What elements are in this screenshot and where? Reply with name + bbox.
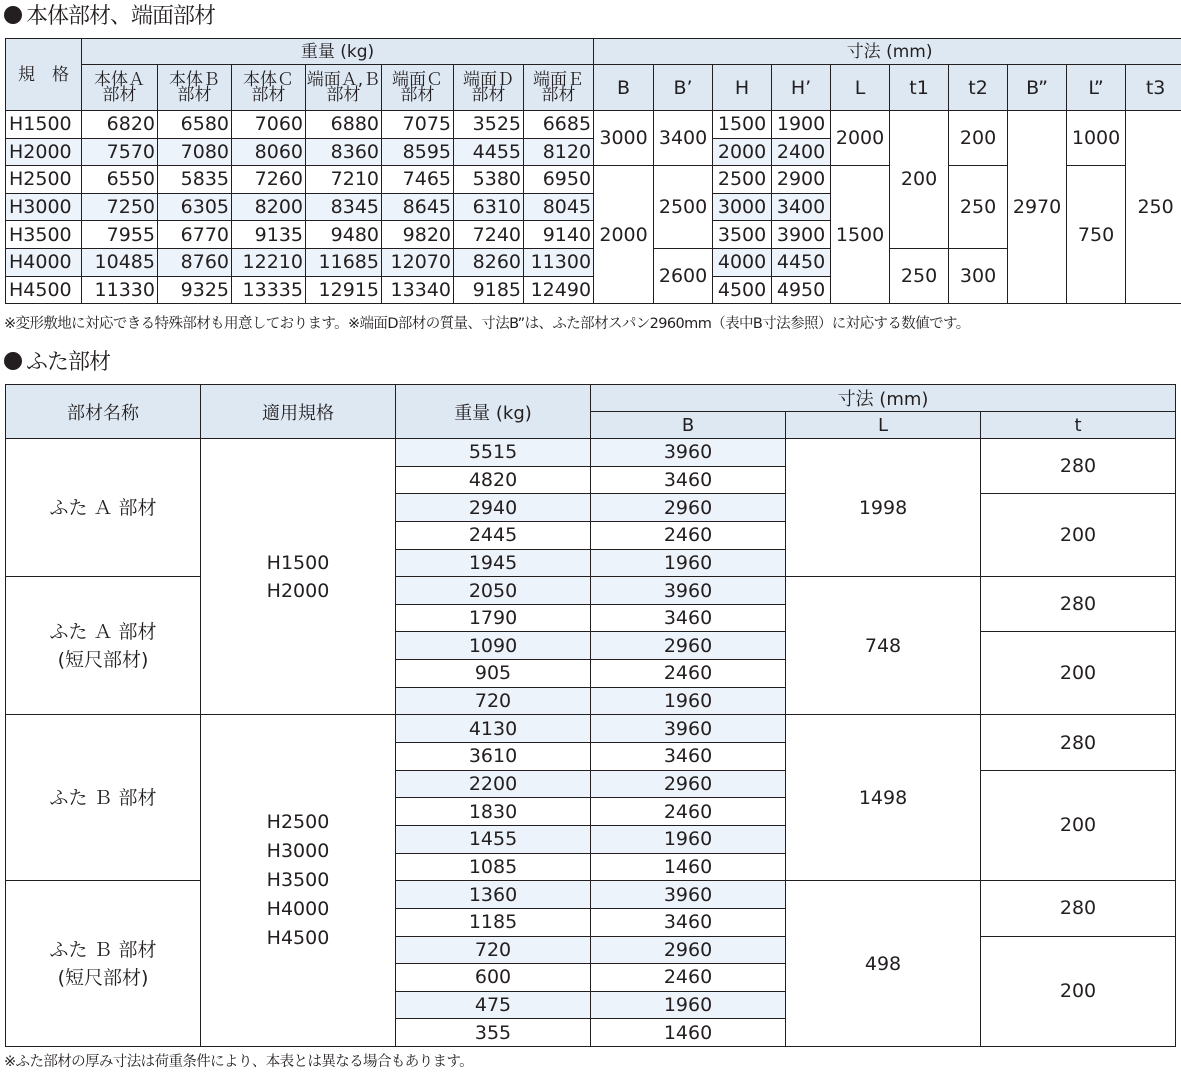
weight-cell: 12070 bbox=[382, 248, 454, 276]
dim-t-cell: 280 bbox=[981, 881, 1176, 936]
dim-B: 3000 bbox=[594, 111, 654, 166]
dim-t3: 250 bbox=[1126, 111, 1181, 304]
dim-Hp: 4950 bbox=[772, 276, 831, 304]
section-title-body bbox=[4, 4, 215, 30]
weight-cell: 4130 bbox=[396, 715, 591, 743]
part-name-cell bbox=[6, 577, 201, 715]
dim-Hp: 2400 bbox=[772, 138, 831, 166]
cell-line: 端面Ｄ bbox=[463, 69, 514, 90]
weight-cell: 6580 bbox=[158, 111, 232, 139]
weight-cell: 6310 bbox=[454, 193, 524, 221]
weight-cell: 1830 bbox=[396, 798, 591, 826]
cell-line: H2000 bbox=[266, 579, 330, 602]
header-dim-col: H’ bbox=[772, 65, 831, 111]
weight-cell: 2200 bbox=[396, 770, 591, 798]
weight-cell: 9325 bbox=[158, 276, 232, 304]
spec-cell bbox=[201, 715, 396, 1047]
dim-t2: 250 bbox=[949, 166, 1008, 249]
weight-cell: 6820 bbox=[82, 111, 158, 139]
weight-cell: 4820 bbox=[396, 466, 591, 494]
cell-line: 部材 bbox=[326, 84, 361, 105]
header-weight-col bbox=[524, 65, 594, 111]
dim-L-cell: 1498 bbox=[786, 715, 981, 881]
dim-L2: 1000 bbox=[1067, 111, 1126, 166]
dim-B-cell: 2960 bbox=[591, 770, 786, 798]
weight-cell: 3610 bbox=[396, 743, 591, 771]
bullet-icon bbox=[4, 352, 22, 370]
header-weight-col bbox=[382, 65, 454, 111]
weight-cell: 8360 bbox=[306, 138, 382, 166]
dim-B-cell: 2960 bbox=[591, 936, 786, 964]
dim-B-cell: 3460 bbox=[591, 908, 786, 936]
weight-cell: 6685 bbox=[524, 111, 594, 139]
weight-cell: 2940 bbox=[396, 494, 591, 522]
weight-cell: 12210 bbox=[232, 248, 306, 276]
dim-H: 1500 bbox=[713, 111, 772, 139]
weight-cell: 11330 bbox=[82, 276, 158, 304]
weight-cell: 7955 bbox=[82, 221, 158, 249]
dim-H: 4000 bbox=[713, 248, 772, 276]
weight-cell: 12490 bbox=[524, 276, 594, 304]
dim-B-cell: 3960 bbox=[591, 577, 786, 605]
dim-B-cell: 1960 bbox=[591, 549, 786, 577]
header-dim-col: H bbox=[713, 65, 772, 111]
dim-B-cell: 2460 bbox=[591, 798, 786, 826]
dim-B-cell: 1960 bbox=[591, 991, 786, 1019]
cell-line: 部材 bbox=[102, 84, 137, 105]
dim-H: 2000 bbox=[713, 138, 772, 166]
header-weight: 重量 (kg) bbox=[82, 39, 594, 65]
header-applicable-spec: 適用規格 bbox=[201, 385, 396, 439]
header-row bbox=[6, 65, 1181, 111]
weight-cell: 6880 bbox=[306, 111, 382, 139]
cell-line: 端面Ａ,Ｂ bbox=[306, 69, 381, 90]
cell-line: 部材 bbox=[400, 84, 435, 105]
weight-cell: 5515 bbox=[396, 439, 591, 467]
spec-cell: H2000 bbox=[6, 138, 82, 166]
dim-Bp: 2600 bbox=[654, 248, 713, 303]
spec-cell: H1500 bbox=[6, 111, 82, 139]
spec-cell: H3500 bbox=[6, 221, 82, 249]
dim-Bp: 2500 bbox=[654, 166, 713, 249]
lid-parts-table bbox=[5, 384, 1176, 1047]
weight-cell: 1360 bbox=[396, 881, 591, 909]
weight-cell: 7080 bbox=[158, 138, 232, 166]
weight-cell: 1085 bbox=[396, 853, 591, 881]
table-row bbox=[6, 248, 1181, 276]
weight-cell: 6305 bbox=[158, 193, 232, 221]
table-row bbox=[6, 715, 1176, 743]
weight-cell: 5835 bbox=[158, 166, 232, 194]
weight-cell: 7075 bbox=[382, 111, 454, 139]
weight-cell: 7250 bbox=[82, 193, 158, 221]
section-title-text: ふた部材 bbox=[26, 350, 111, 375]
spec-cell: H2500 bbox=[6, 166, 82, 194]
weight-cell: 7240 bbox=[454, 221, 524, 249]
cell-line: H4000 bbox=[266, 898, 330, 921]
header-dim-col: t3 bbox=[1126, 65, 1181, 111]
cell-line: H4500 bbox=[266, 927, 330, 950]
dim-t1: 200 bbox=[890, 111, 949, 249]
weight-cell: 5380 bbox=[454, 166, 524, 194]
weight-cell: 1185 bbox=[396, 908, 591, 936]
header-weight: 重量 (kg) bbox=[396, 385, 591, 439]
cell-line: 端面Ｅ bbox=[533, 69, 585, 90]
dim-t-cell: 280 bbox=[981, 577, 1176, 632]
part-name-cell bbox=[6, 439, 201, 577]
dim-L-cell: 498 bbox=[786, 881, 981, 1047]
dim-B-cell: 1960 bbox=[591, 687, 786, 715]
weight-cell: 8345 bbox=[306, 193, 382, 221]
dim-t-cell: 280 bbox=[981, 715, 1176, 770]
dim-t-cell: 200 bbox=[981, 494, 1176, 577]
cell-line: H2500 bbox=[266, 811, 330, 834]
dim-L2: 750 bbox=[1067, 166, 1126, 304]
header-weight-col bbox=[82, 65, 158, 111]
weight-cell: 8120 bbox=[524, 138, 594, 166]
header-dim-col: L” bbox=[1067, 65, 1126, 111]
dim-Hp: 4450 bbox=[772, 248, 831, 276]
dim-B-cell: 3960 bbox=[591, 439, 786, 467]
weight-cell: 6950 bbox=[524, 166, 594, 194]
dim-Bp: 3400 bbox=[654, 111, 713, 166]
body-parts-table bbox=[5, 38, 1181, 304]
weight-cell: 9185 bbox=[454, 276, 524, 304]
weight-cell: 8260 bbox=[454, 248, 524, 276]
dim-B-cell: 3960 bbox=[591, 715, 786, 743]
cell-line: 部材 bbox=[251, 84, 286, 105]
cell-line: 本体Ａ bbox=[94, 69, 145, 90]
cell-line: ふた Ｂ 部材 bbox=[49, 938, 157, 961]
section-title-text: 本体部材、端面部材 bbox=[26, 4, 216, 29]
weight-cell: 9140 bbox=[524, 221, 594, 249]
cell-line: 部材 bbox=[471, 84, 506, 105]
cell-line: 本体Ｂ bbox=[169, 69, 220, 90]
weight-cell: 9480 bbox=[306, 221, 382, 249]
header-weight-col bbox=[232, 65, 306, 111]
weight-cell: 7260 bbox=[232, 166, 306, 194]
section-title-lid bbox=[4, 350, 110, 376]
weight-cell: 720 bbox=[396, 687, 591, 715]
weight-cell: 1790 bbox=[396, 604, 591, 632]
weight-cell: 12915 bbox=[306, 276, 382, 304]
spec-cell: H4000 bbox=[6, 248, 82, 276]
cell-line: 部材 bbox=[177, 84, 212, 105]
header-spec: 規 格 bbox=[6, 39, 82, 111]
part-name-cell bbox=[6, 715, 201, 881]
cell-line: H1500 bbox=[266, 551, 330, 574]
dim-B2: 2970 bbox=[1008, 111, 1067, 304]
header-dim-col: B’ bbox=[654, 65, 713, 111]
dim-B-cell: 2960 bbox=[591, 632, 786, 660]
header-dimension: 寸法 (mm) bbox=[591, 385, 1176, 412]
header-part-name: 部材名称 bbox=[6, 385, 201, 439]
header-weight-col bbox=[158, 65, 232, 111]
weight-cell: 355 bbox=[396, 1019, 591, 1047]
header-dim-col: t1 bbox=[890, 65, 949, 111]
header-row bbox=[6, 385, 1176, 412]
table-row bbox=[6, 439, 1176, 467]
cell-line: 端面Ｃ bbox=[392, 69, 443, 90]
note-thickness: ※ふた部材の厚み寸法は荷重条件により、本表とは異なる場合もあります。 bbox=[4, 1054, 474, 1070]
dim-B-cell: 1960 bbox=[591, 825, 786, 853]
dim-Hp: 1900 bbox=[772, 111, 831, 139]
spec-cell: H3000 bbox=[6, 193, 82, 221]
weight-cell: 8645 bbox=[382, 193, 454, 221]
weight-cell: 2445 bbox=[396, 521, 591, 549]
dim-t1: 250 bbox=[890, 248, 949, 303]
header-dim-col: L bbox=[831, 65, 890, 111]
dim-B-cell: 3460 bbox=[591, 604, 786, 632]
dim-L-cell: 748 bbox=[786, 577, 981, 715]
table-row bbox=[6, 577, 1176, 605]
cell-line: 本体Ｃ bbox=[243, 69, 294, 90]
weight-cell: 3525 bbox=[454, 111, 524, 139]
dim-B-cell: 2960 bbox=[591, 494, 786, 522]
weight-cell: 7210 bbox=[306, 166, 382, 194]
dim-L: 2000 bbox=[831, 111, 890, 166]
spec-cell: H4500 bbox=[6, 276, 82, 304]
weight-cell: 8045 bbox=[524, 193, 594, 221]
weight-cell: 8595 bbox=[382, 138, 454, 166]
header-dim-col: B” bbox=[1008, 65, 1067, 111]
weight-cell: 905 bbox=[396, 660, 591, 688]
weight-cell: 13335 bbox=[232, 276, 306, 304]
weight-cell: 4455 bbox=[454, 138, 524, 166]
dim-B-cell: 2460 bbox=[591, 964, 786, 992]
weight-cell: 9820 bbox=[382, 221, 454, 249]
dim-B-cell: 1460 bbox=[591, 853, 786, 881]
dim-H: 2500 bbox=[713, 166, 772, 194]
header-dim-B: B bbox=[591, 412, 786, 439]
table-row bbox=[6, 881, 1176, 909]
weight-cell: 1945 bbox=[396, 549, 591, 577]
header-dim-t: t bbox=[981, 412, 1176, 439]
weight-cell: 7060 bbox=[232, 111, 306, 139]
dim-H: 4500 bbox=[713, 276, 772, 304]
weight-cell: 1455 bbox=[396, 825, 591, 853]
weight-cell: 600 bbox=[396, 964, 591, 992]
weight-cell: 720 bbox=[396, 936, 591, 964]
table-row bbox=[6, 166, 1181, 194]
dim-L-cell: 1998 bbox=[786, 439, 981, 577]
dim-t2: 200 bbox=[949, 111, 1008, 166]
dim-H: 3000 bbox=[713, 193, 772, 221]
header-dimension: 寸法 (mm) bbox=[594, 39, 1181, 65]
header-dim-L: L bbox=[786, 412, 981, 439]
table-row bbox=[6, 111, 1181, 139]
header-weight-col bbox=[454, 65, 524, 111]
weight-cell: 8060 bbox=[232, 138, 306, 166]
dim-Hp: 3400 bbox=[772, 193, 831, 221]
bullet-icon bbox=[4, 6, 22, 24]
cell-line: H3000 bbox=[266, 840, 330, 863]
weight-cell: 11685 bbox=[306, 248, 382, 276]
header-dim-col: t2 bbox=[949, 65, 1008, 111]
cell-line: (短尺部材) bbox=[57, 966, 149, 989]
weight-cell: 2050 bbox=[396, 577, 591, 605]
dim-B-cell: 3960 bbox=[591, 881, 786, 909]
weight-cell: 6550 bbox=[82, 166, 158, 194]
header-weight-col bbox=[306, 65, 382, 111]
part-name-cell bbox=[6, 881, 201, 1047]
weight-cell: 475 bbox=[396, 991, 591, 1019]
weight-cell: 1090 bbox=[396, 632, 591, 660]
note-special-parts: ※変形敷地に対応できる特殊部材も用意しております。※端面D部材の質量、寸法B”は、ふた部材スパン2960mm（表中B寸法参照）に対応する数値です。 bbox=[4, 316, 970, 332]
dim-B-cell: 2460 bbox=[591, 660, 786, 688]
dim-B-cell: 3460 bbox=[591, 743, 786, 771]
cell-line: 部材 bbox=[541, 84, 576, 105]
dim-B-cell: 3460 bbox=[591, 466, 786, 494]
dim-t-cell: 200 bbox=[981, 936, 1176, 1047]
dim-Hp: 2900 bbox=[772, 166, 831, 194]
dim-B: 2000 bbox=[594, 166, 654, 304]
weight-cell: 8200 bbox=[232, 193, 306, 221]
cell-line: ふた Ａ 部材 bbox=[49, 496, 157, 519]
header-dim-col: B bbox=[594, 65, 654, 111]
header-row bbox=[6, 39, 1181, 65]
weight-cell: 6770 bbox=[158, 221, 232, 249]
weight-cell: 8760 bbox=[158, 248, 232, 276]
weight-cell: 13340 bbox=[382, 276, 454, 304]
dim-B-cell: 2460 bbox=[591, 521, 786, 549]
dim-t-cell: 200 bbox=[981, 632, 1176, 715]
weight-cell: 11300 bbox=[524, 248, 594, 276]
dim-B-cell: 1460 bbox=[591, 1019, 786, 1047]
spec-cell bbox=[201, 439, 396, 715]
weight-cell: 7570 bbox=[82, 138, 158, 166]
dim-L: 1500 bbox=[831, 166, 890, 304]
dim-t-cell: 280 bbox=[981, 439, 1176, 494]
weight-cell: 7465 bbox=[382, 166, 454, 194]
dim-t-cell: 200 bbox=[981, 770, 1176, 881]
dim-Hp: 3900 bbox=[772, 221, 831, 249]
dim-t2: 300 bbox=[949, 248, 1008, 303]
weight-cell: 9135 bbox=[232, 221, 306, 249]
cell-line: ふた Ｂ 部材 bbox=[49, 786, 157, 809]
cell-line: H3500 bbox=[266, 869, 330, 892]
cell-line: (短尺部材) bbox=[57, 648, 149, 671]
weight-cell: 10485 bbox=[82, 248, 158, 276]
cell-line: ふた Ａ 部材 bbox=[49, 620, 157, 643]
dim-H: 3500 bbox=[713, 221, 772, 249]
